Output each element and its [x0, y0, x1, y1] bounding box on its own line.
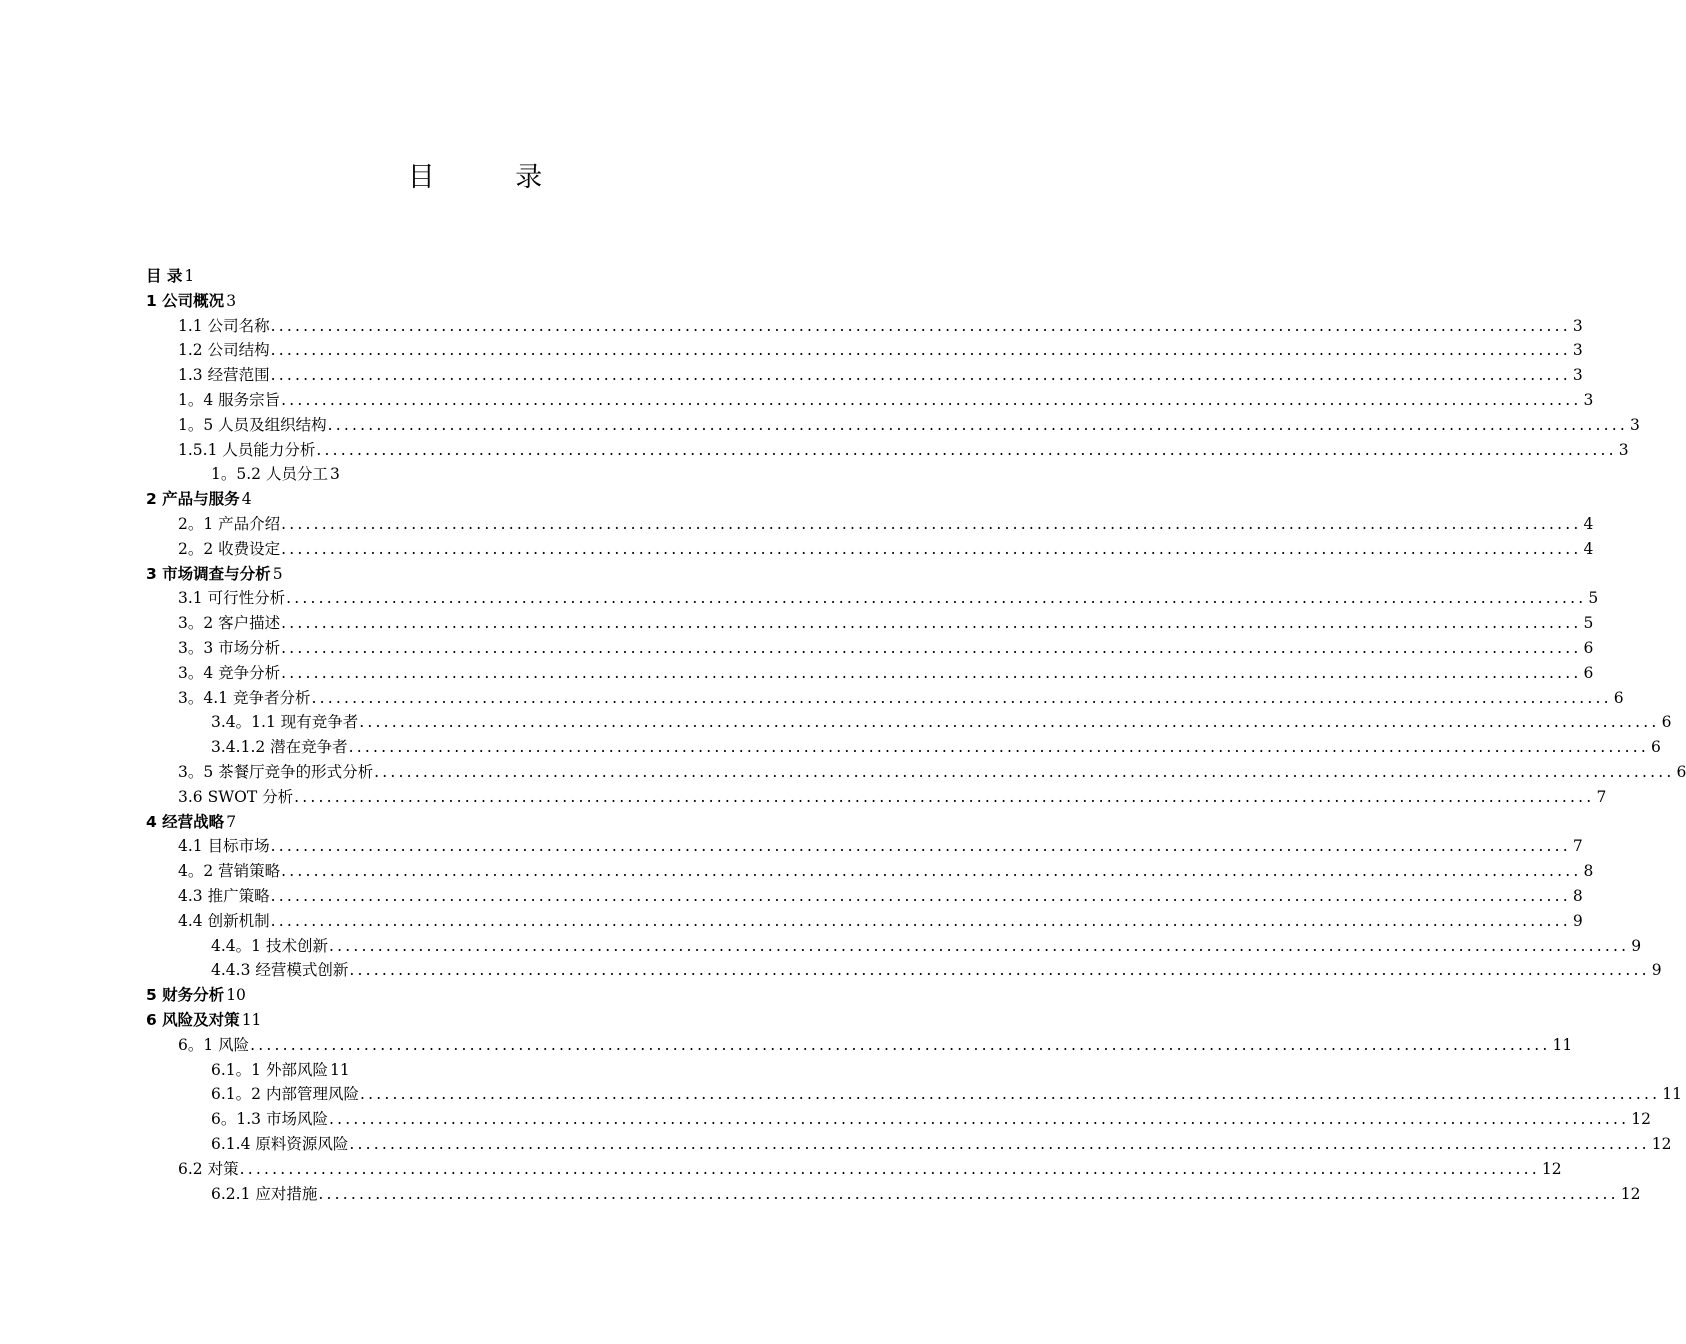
toc-entry[interactable] [0, 1033, 1573, 1058]
toc-entry[interactable] [0, 686, 1624, 711]
toc-entry-title: 4.4 创新机制 [178, 911, 270, 930]
toc-page-number: 7 [1572, 837, 1583, 856]
toc-entry-title: 3。3 市场分析 [178, 639, 281, 657]
toc-page-number: 11 [1552, 1035, 1573, 1054]
toc-entry[interactable] [0, 1058, 950, 1083]
toc-page-number: 6 [1661, 713, 1672, 732]
toc-entry[interactable] [0, 810, 950, 835]
toc-entry-title: 4.4。1 技术创新 [211, 936, 328, 955]
toc-page-number: 11 [329, 1060, 350, 1079]
toc-page-number: 4 [241, 490, 252, 509]
toc-page-number: 6 [1676, 763, 1686, 781]
toc-entry-title: 3。4 竞争分析 [178, 663, 281, 682]
toc-dot-leader: ................................................................................................................................................................ [328, 1110, 1630, 1129]
toc-dot-leader: ................................................................................................................................................................ [318, 1184, 1619, 1203]
toc-dot-leader: ................................................................................................................................................................ [348, 738, 1649, 757]
toc-dot-leader: ................................................................................................................................................................ [281, 614, 1582, 633]
toc-entry[interactable] [0, 338, 1583, 363]
toc-entry-title: 3。4.1 竞争者分析 [178, 688, 311, 707]
toc-entry[interactable] [0, 537, 1594, 562]
toc-dot-leader: ................................................................................................................................................................ [270, 341, 1571, 360]
toc-page-number: 8 [1572, 887, 1583, 905]
toc-entry-title: 1.5.1 人员能力分析 [178, 440, 316, 459]
toc-entry[interactable] [0, 462, 950, 487]
toc-entry-title: 6.1.4 原料资源风险 [211, 1135, 349, 1153]
toc-entry[interactable] [0, 611, 1594, 636]
toc-entry-title: 1 公司概况 [146, 291, 225, 310]
toc-dot-leader: ................................................................................................................................................................ [349, 961, 1650, 980]
toc-entry[interactable] [0, 934, 1642, 959]
toc-page-number: 3 [1572, 341, 1583, 360]
toc-entry[interactable] [0, 958, 1662, 983]
toc-dot-leader: ................................................................................................................................................................ [281, 862, 1582, 881]
toc-entry-title: 6.1。2 内部管理风险 [211, 1085, 359, 1104]
toc-entry-title: 1.3 经营范围 [178, 366, 270, 385]
toc-dot-leader: ................................................................................................................................................................ [270, 366, 1571, 385]
toc-entry-title: 3。5 茶餐厅竞争的形式分析 [178, 763, 374, 781]
toc-entry-title: 4.3 推广策略 [178, 887, 270, 905]
toc-entry-title: 3.4。1.1 现有竞争者 [211, 713, 359, 732]
toc-entry[interactable] [0, 438, 1629, 463]
toc-dot-leader: ................................................................................................................................................................ [270, 316, 1571, 335]
toc-entry[interactable] [0, 834, 1583, 859]
toc-entry-title: 5 财务分析 [146, 986, 225, 1005]
toc-page-number: 1 [184, 267, 195, 285]
toc-page-number: 6 [1583, 663, 1594, 682]
toc-entry-title: 3.4.1.2 潜在竞争者 [211, 738, 348, 757]
toc-page-number: 5 [272, 564, 283, 583]
toc-dot-leader: ................................................................................................................................................................ [316, 440, 1617, 459]
toc-dot-leader: ................................................................................................................................................................ [359, 1085, 1661, 1104]
toc-page-number: 12 [1631, 1110, 1652, 1129]
toc-entry[interactable] [0, 884, 1583, 909]
toc-entry-title: 2 产品与服务 [146, 490, 240, 509]
toc-page-number: 3 [1583, 391, 1594, 409]
toc-entry-title: 1。5 人员及组织结构 [178, 415, 327, 434]
toc-entry-title: 6。1.3 市场风险 [211, 1110, 328, 1129]
toc-page-number: 5 [1583, 614, 1594, 633]
toc-entry[interactable] [0, 661, 1594, 686]
toc-dot-leader: ................................................................................................................................................................ [311, 688, 1612, 707]
toc-page-number: 3 [1629, 415, 1640, 434]
toc-dot-leader: ................................................................................................................................................................ [374, 763, 1675, 781]
toc-dot-leader: ................................................................................................................................................................ [270, 911, 1571, 930]
toc-entry[interactable] [0, 909, 1583, 934]
toc-entry[interactable] [0, 289, 950, 314]
toc-entry-title: 1。4 服务宗旨 [178, 391, 281, 409]
toc-page-number: 12 [1620, 1184, 1641, 1203]
toc-entry-title: 3 市场调查与分析 [146, 564, 271, 583]
toc-page-number: 3 [1572, 316, 1583, 335]
toc-entry-title: 目 录 [146, 267, 183, 285]
toc-dot-leader: ................................................................................................................................................................ [286, 589, 1587, 608]
toc-entry-title: 4.1 目标市场 [178, 837, 270, 856]
toc-dot-leader: ................................................................................................................................................................ [281, 639, 1582, 657]
toc-dot-leader: ................................................................................................................................................................ [294, 787, 1595, 806]
toc-entry-title: 1。5.2 人员分工 [211, 465, 328, 484]
toc-entry-title: 6.1。1 外部风险 [211, 1060, 328, 1079]
toc-entry-title: 4 经营战略 [146, 812, 225, 831]
toc-entry[interactable] [0, 1107, 1652, 1132]
toc-page-number: 12 [1651, 1135, 1672, 1153]
toc-dot-leader: ................................................................................................................................................................ [250, 1035, 1551, 1054]
toc-page-number: 3 [1618, 440, 1629, 459]
toc-dot-leader: ................................................................................................................................................................ [239, 1159, 1540, 1178]
toc-entry-title: 1.1 公司名称 [178, 316, 270, 335]
toc-entry[interactable] [0, 760, 1686, 785]
toc-entry[interactable] [0, 586, 1599, 611]
toc-page-number: 9 [1631, 936, 1642, 955]
toc-entry-title: 3.6 SWOT 分析 [178, 787, 294, 806]
toc-page-number: 10 [226, 986, 246, 1005]
toc-entry[interactable] [0, 710, 1672, 735]
toc-entry[interactable] [0, 562, 950, 587]
toc-entry[interactable] [0, 413, 1640, 438]
toc-entry[interactable] [0, 1132, 1672, 1157]
toc-entry[interactable] [0, 487, 950, 512]
toc-page-number: 7 [226, 812, 237, 831]
toc-dot-leader: ................................................................................................................................................................ [281, 539, 1582, 558]
toc-page-number: 6 [1613, 688, 1624, 707]
toc-page-number: 7 [1596, 787, 1607, 806]
toc-entry[interactable] [0, 636, 1594, 661]
toc-page-number: 3 [329, 465, 340, 484]
toc-dot-leader: ................................................................................................................................................................ [328, 936, 1630, 955]
toc-dot-leader: ................................................................................................................................................................ [270, 887, 1571, 905]
page-title: 目 录 [407, 162, 579, 193]
toc-entry-title: 2。2 收费设定 [178, 539, 281, 558]
toc-entry[interactable] [0, 983, 950, 1008]
toc-entry[interactable] [0, 264, 950, 289]
toc-dot-leader: ................................................................................................................................................................ [349, 1135, 1650, 1153]
toc-entry-title: 3.1 可行性分析 [178, 589, 286, 608]
toc-entry[interactable] [0, 1182, 1641, 1207]
toc-entry[interactable] [0, 388, 1594, 413]
toc-entry-title: 1.2 公司结构 [178, 341, 270, 360]
toc-entry[interactable] [0, 363, 1583, 388]
toc-entry[interactable] [0, 1157, 1562, 1182]
toc-entry[interactable] [0, 1008, 950, 1033]
toc-entry-title: 4.4.3 经营模式创新 [211, 961, 349, 980]
toc-entry[interactable] [0, 1082, 1683, 1107]
toc-page-number: 6 [1583, 639, 1594, 657]
toc-page-number: 8 [1583, 862, 1594, 881]
toc-dot-leader: ................................................................................................................................................................ [359, 713, 1660, 732]
toc-entry-title: 6.2.1 应对措施 [211, 1184, 318, 1203]
toc-page-number: 11 [1662, 1085, 1683, 1104]
toc-entry-title: 6 风险及对策 [146, 1011, 240, 1029]
toc-entry[interactable] [0, 735, 1661, 760]
toc-page-number: 9 [1572, 911, 1583, 930]
toc-page-number: 11 [241, 1011, 262, 1029]
toc-page-number: 6 [1650, 738, 1661, 757]
toc-entry-title: 3。2 客户描述 [178, 614, 281, 633]
toc-entry[interactable] [0, 314, 1583, 339]
toc-page-number: 9 [1651, 961, 1662, 980]
toc-page-number: 5 [1588, 589, 1599, 608]
toc-entry-title: 6.2 对策 [178, 1159, 239, 1178]
toc-page-number: 3 [1572, 366, 1583, 385]
toc-entry-title: 6。1 风险 [178, 1035, 250, 1054]
toc-page-number: 3 [226, 291, 237, 310]
toc-page-number: 4 [1583, 539, 1594, 558]
toc-entry-title: 4。2 营销策略 [178, 862, 281, 881]
toc-entry-title: 2。1 产品介绍 [178, 515, 281, 533]
toc-dot-leader: ................................................................................................................................................................ [281, 391, 1582, 409]
toc-entry[interactable] [0, 859, 1594, 884]
toc-dot-leader: ................................................................................................................................................................ [281, 663, 1582, 682]
toc-dot-leader: ................................................................................................................................................................ [281, 515, 1582, 533]
toc-entry[interactable] [0, 512, 1594, 537]
toc-dot-leader: ................................................................................................................................................................ [270, 837, 1571, 856]
toc-dot-leader: ................................................................................................................................................................ [327, 415, 1628, 434]
toc-page-number: 12 [1541, 1159, 1562, 1178]
toc-page-number: 4 [1583, 515, 1594, 533]
toc-entry[interactable] [0, 785, 1607, 810]
